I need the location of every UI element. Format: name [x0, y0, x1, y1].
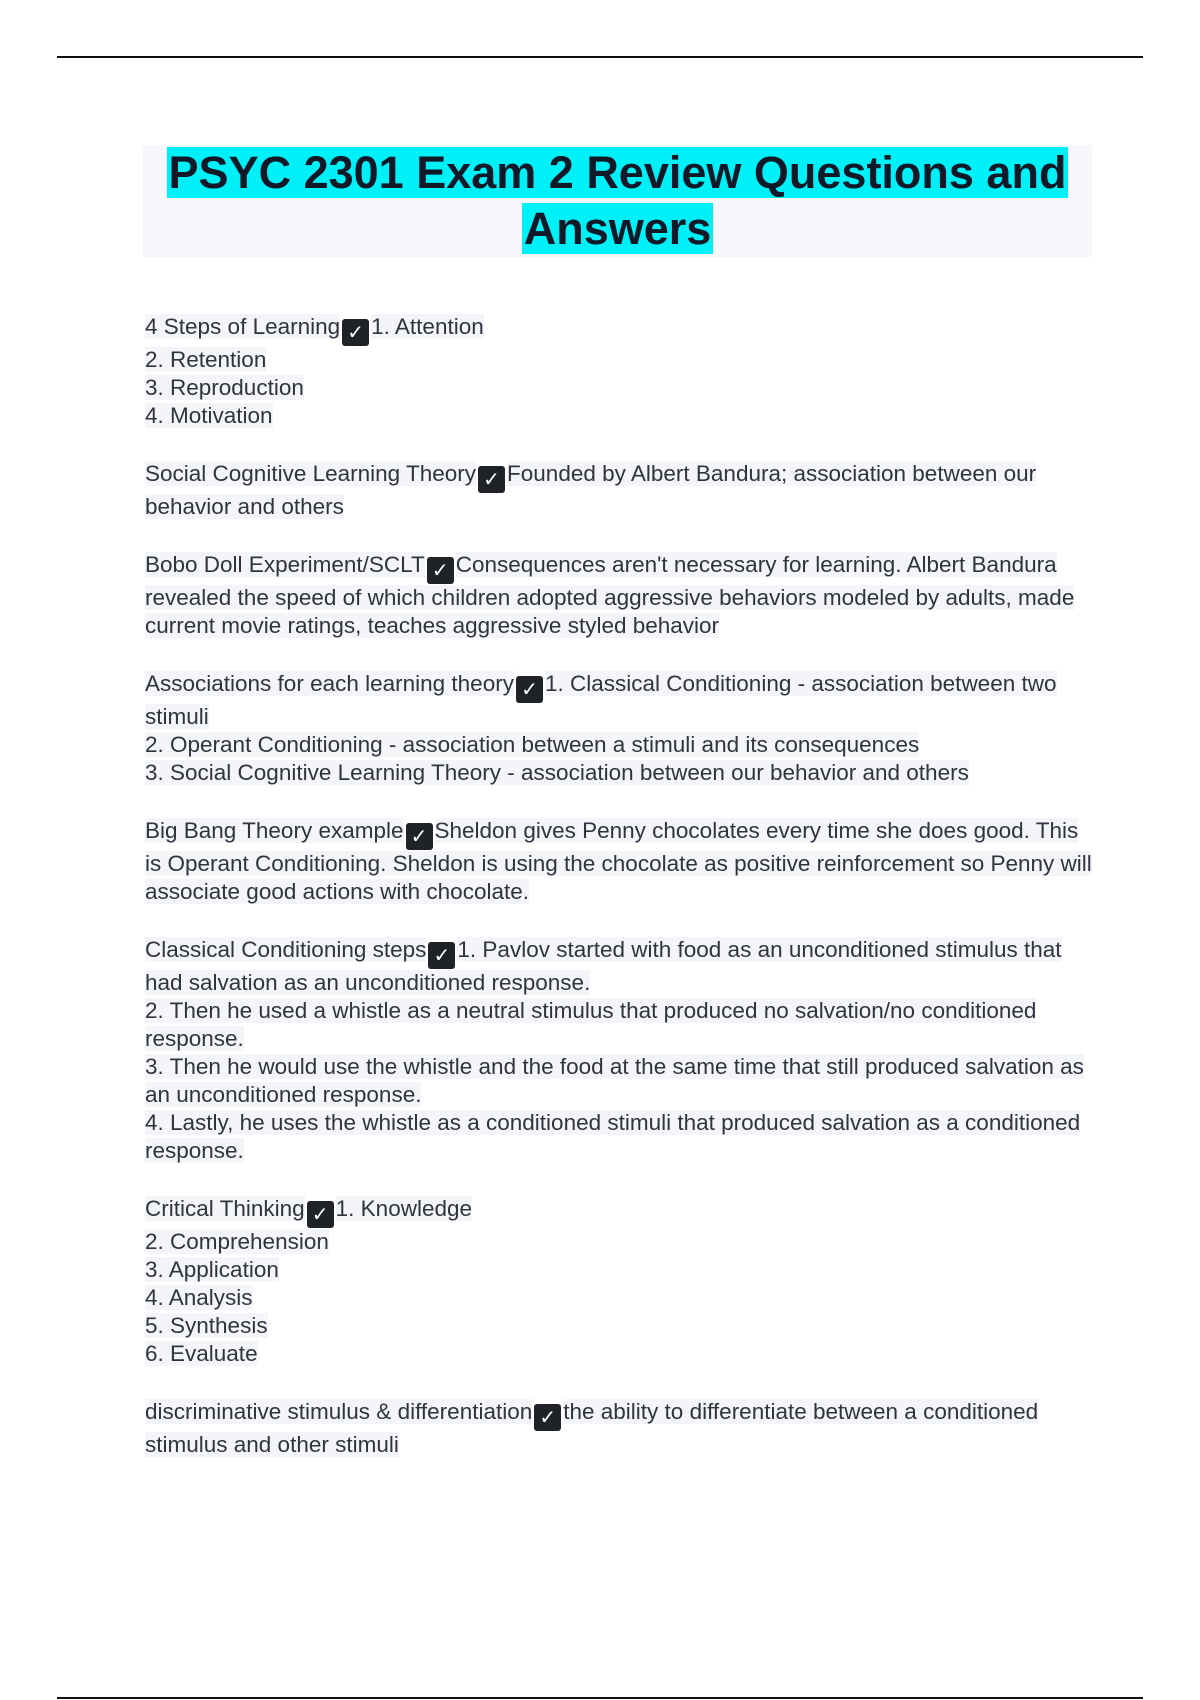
qa-item — [145, 936, 1095, 1165]
term-text: 4 Steps of Learning — [145, 314, 341, 339]
qa-first-line — [145, 1398, 1095, 1459]
term-text: Classical Conditioning steps — [145, 937, 427, 962]
answer-text: 1. Classical Conditioning - association between two stimuli — [145, 671, 1057, 729]
checkmark-icon: ✓ — [516, 676, 543, 703]
answer-text: 3. Reproduction — [145, 375, 304, 400]
answer-text: 4. Motivation — [145, 403, 273, 428]
document-title: PSYC 2301 Exam 2 Review Questions and Answers — [168, 147, 1067, 254]
answer-text: 1. Knowledge — [335, 1196, 473, 1221]
answer-text: 3. Social Cognitive Learning Theory - association between our behavior and others — [145, 760, 969, 785]
answer-line — [145, 731, 1095, 759]
term-text: Associations for each learning theory — [145, 671, 514, 696]
qa-first-line — [145, 670, 1095, 731]
answer-text: 2. Retention — [145, 347, 267, 372]
bottom-rule — [57, 1697, 1143, 1699]
answer-text: 6. Evaluate — [145, 1341, 258, 1366]
checkmark-icon: ✓ — [406, 823, 433, 850]
term-text: Bobo Doll Experiment/SCLT — [145, 552, 425, 577]
answer-text: Consequences aren't necessary for learning. Albert Bandura revealed the speed of which children adopted aggressive behaviors modeled by adults, made current movie ratings, teaches aggressive styled behavior — [145, 552, 1075, 638]
answer-line — [145, 402, 1095, 430]
answer-line — [145, 1256, 1095, 1284]
answer-text: 2. Comprehension — [145, 1229, 329, 1254]
qa-first-line — [145, 460, 1095, 521]
answer-text: 3. Application — [145, 1257, 279, 1282]
answer-line — [145, 1284, 1095, 1312]
answer-line — [145, 1312, 1095, 1340]
document-title-box — [143, 145, 1092, 257]
qa-item — [145, 313, 1095, 430]
term-text: discriminative stimulus & differentiation — [145, 1399, 533, 1424]
answer-line — [145, 759, 1095, 787]
qa-first-line — [145, 551, 1095, 640]
term-text: Social Cognitive Learning Theory — [145, 461, 477, 486]
qa-item — [145, 1398, 1095, 1459]
answer-line — [145, 1109, 1095, 1165]
answer-text: 3. Then he would use the whistle and the food at the same time that still produced salvation as an unconditioned response. — [145, 1054, 1084, 1107]
checkmark-icon: ✓ — [534, 1404, 561, 1431]
checkmark-icon: ✓ — [427, 557, 454, 584]
qa-item — [145, 1195, 1095, 1368]
answer-text: 1. Pavlov started with food as an unconditioned stimulus that had salvation as an unconditioned response. — [145, 937, 1062, 995]
answer-text: 2. Then he used a whistle as a neutral stimulus that produced no salvation/no conditioned response. — [145, 998, 1037, 1051]
qa-first-line — [145, 936, 1095, 997]
answer-line — [145, 1053, 1095, 1109]
qa-item — [145, 817, 1095, 906]
qa-first-line — [145, 1195, 1095, 1228]
answer-line — [145, 1228, 1095, 1256]
answer-text: 2. Operant Conditioning - association between a stimuli and its consequences — [145, 732, 920, 757]
qa-item — [145, 670, 1095, 787]
qa-first-line — [145, 313, 1095, 346]
checkmark-icon: ✓ — [428, 942, 455, 969]
answer-text: 5. Synthesis — [145, 1313, 268, 1338]
answer-text: 4. Analysis — [145, 1285, 253, 1310]
answer-text: Founded by Albert Bandura; association between our behavior and others — [145, 461, 1037, 519]
answer-line — [145, 1340, 1095, 1368]
qa-first-line — [145, 817, 1095, 906]
answer-text: Sheldon gives Penny chocolates every time she does good. This is Operant Conditioning. Sheldon is using the chocolate as positive reinforcement so Penny will associate good actions with chocolate. — [145, 818, 1092, 904]
answer-line — [145, 997, 1095, 1053]
answer-text: the ability to differentiate between a conditioned stimulus and other stimuli — [145, 1399, 1039, 1457]
qa-item — [145, 460, 1095, 521]
answer-line — [145, 346, 1095, 374]
qa-item — [145, 551, 1095, 640]
top-rule — [57, 56, 1143, 58]
checkmark-icon: ✓ — [342, 319, 369, 346]
term-text: Big Bang Theory example — [145, 818, 404, 843]
answer-text: 4. Lastly, he uses the whistle as a conditioned stimuli that produced salvation as a conditioned response. — [145, 1110, 1081, 1163]
checkmark-icon: ✓ — [307, 1201, 334, 1228]
qa-list — [145, 313, 1095, 1489]
answer-line — [145, 374, 1095, 402]
checkmark-icon: ✓ — [478, 466, 505, 493]
answer-text: 1. Attention — [371, 314, 484, 339]
term-text: Critical Thinking — [145, 1196, 305, 1221]
